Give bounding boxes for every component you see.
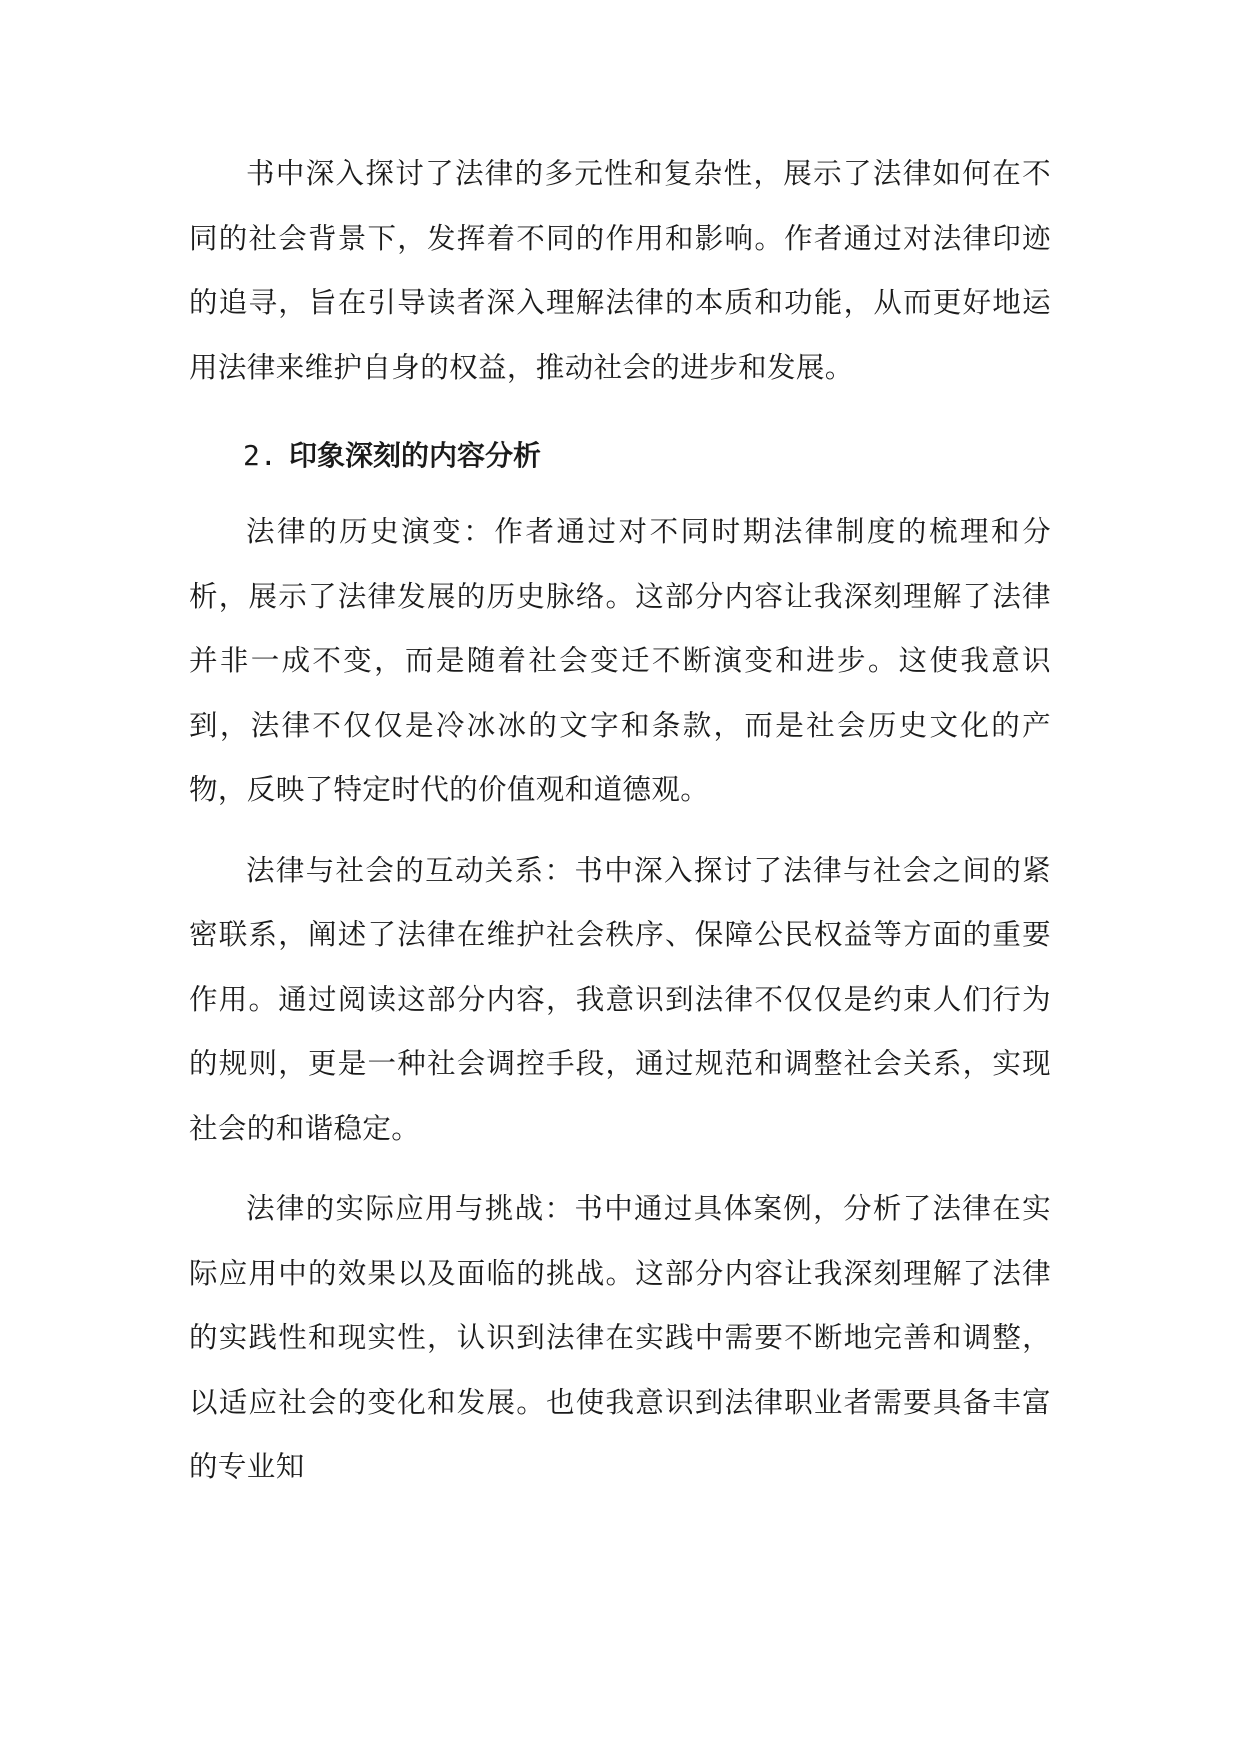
- paragraph-society: 法律与社会的互动关系：书中深入探讨了法律与社会之间的紧密联系，阐述了法律在维护社会秩序、保障公民权益等方面的重要作用。通过阅读这部分内容，我意识到法律不仅仅是约束人们行为的规则，更是一种社会调控手段，通过规范和调整社会关系，实现社会的和谐稳定。: [189, 853, 1051, 1145]
- section-title: 印象深刻的内容分析: [289, 439, 542, 472]
- document-body: [189, 142, 1051, 1516]
- section-heading: [189, 424, 1051, 488]
- paragraph-intro: 书中深入探讨了法律的多元性和复杂性，展示了法律如何在不同的社会背景下，发挥着不同的作用和影响。作者通过对法律印迹的追寻，旨在引导读者深入理解法律的本质和功能，从而更好地运用法律来维护自身的权益，推动社会的进步和发展。: [189, 157, 1051, 384]
- section-number: 2.: [243, 439, 277, 472]
- paragraph-application: 法律的实际应用与挑战：书中通过具体案例，分析了法律在实际应用中的效果以及面临的挑战。这部分内容让我深刻理解了法律的实践性和现实性，认识到法律在实践中需要不断地完善和调整，以适应社会的变化和发展。也使我意识到法律职业者需要具备丰富的专业知: [189, 1192, 1051, 1483]
- paragraph-history: 法律的历史演变：作者通过对不同时期法律制度的梳理和分析，展示了法律发展的历史脉络。这部分内容让我深刻理解了法律并非一成不变，而是随着社会变迁不断演变和进步。这使我意识到，法律不仅仅是冷冰冰的文字和条款，而是社会历史文化的产物，反映了特定时代的价值观和道德观。: [189, 515, 1051, 806]
